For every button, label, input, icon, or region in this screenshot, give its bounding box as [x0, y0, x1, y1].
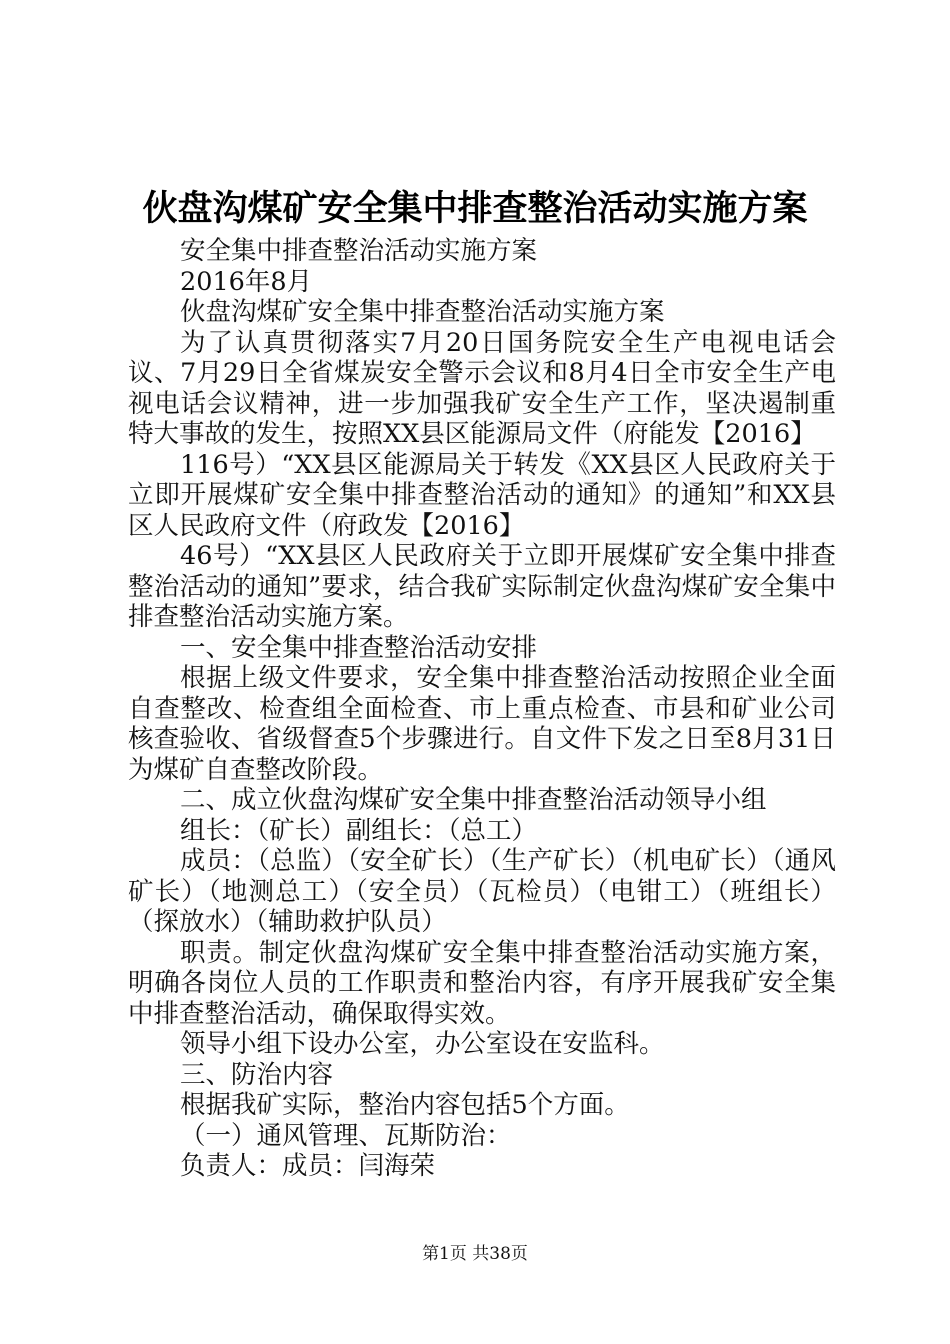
paragraph-arrangement: 根据上级文件要求，安全集中排查整治活动按照企业全面自查整改、检查组全面检查、市上重点检查、市县和矿业公司核查验收、省级督查5个步骤进行。自文件下发之日至8月31日为煤矿自查整改阶段。 [128, 663, 836, 785]
section-heading-1: 一、安全集中排查整治活动安排 [180, 632, 538, 663]
paragraph-intro-cont-1: 116号）“XX县区能源局关于转发《XX县区人民政府关于立即开展煤矿安全集中排查整治活动的通知》的通知”和XX县区人民政府文件（府政发【2016】 [128, 449, 836, 541]
paragraph-responsible: 负责人：成员：闫海荣 [180, 1151, 436, 1181]
subsection-heading-1: （一）通风管理、瓦斯防治： [180, 1120, 512, 1151]
section-heading-2: 二、成立伙盘沟煤矿安全集中排查整治活动领导小组 [180, 785, 767, 815]
paragraph-members: 成员：（总监）（安全矿长）（生产矿长）（机电矿长）（通风矿长）（地测总工）（安全员）（瓦检员）（电钳工）（班组长）（探放水）（辅助救护队员） [128, 846, 836, 937]
document-body [128, 236, 836, 1182]
section-heading-3: 三、防治内容 [180, 1059, 334, 1090]
paragraph-plan-name: 伙盘沟煤矿安全集中排查整治活动实施方案 [180, 297, 665, 327]
paragraph-duties: 职责。制定伙盘沟煤矿安全集中排查整治活动实施方案，明确各岗位人员的工作职责和整治内容，有序开展我矿安全集中排查整治活动，确保取得实效。 [128, 937, 836, 1029]
paragraph-contents: 根据我矿实际，整治内容包括5个方面。 [180, 1090, 630, 1120]
paragraph-intro: 为了认真贯彻落实7月20日国务院安全生产电视电话会议、7月29日全省煤炭安全警示会议和8月4日全市安全生产电视电话会议精神，进一步加强我矿安全生产工作，坚决遏制重特大事故的发生，按照XX县区能源局文件（府能发【2016】 [128, 327, 836, 449]
paragraph-office: 领导小组下设办公室，办公室设在安监科。 [180, 1029, 665, 1059]
paragraph-subtitle: 安全集中排查整治活动实施方案 [180, 236, 538, 266]
document-title: 伙盘沟煤矿安全集中排查整治活动实施方案 [142, 188, 808, 229]
paragraph-leaders: 组长：（矿长）副组长：（总工） [180, 815, 538, 846]
paragraph-intro-cont-2: 46号）“XX县区人民政府关于立即开展煤矿安全集中排查整治活动的通知”要求，结合我矿实际制定伙盘沟煤矿安全集中排查整治活动实施方案。 [128, 541, 836, 632]
page-footer: 第1页 共38页 [422, 1244, 528, 1264]
paragraph-date: 2016年8月 [180, 266, 313, 297]
